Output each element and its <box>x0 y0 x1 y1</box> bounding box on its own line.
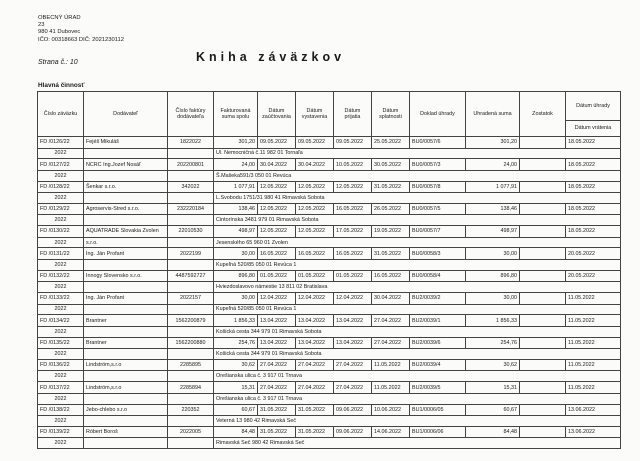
cell-amount: 15,31 <box>214 382 258 394</box>
org-header <box>38 15 124 44</box>
table-row-detail <box>38 170 621 181</box>
cell-date-received: 10.05.2022 <box>334 159 372 171</box>
cell-year: 2022 <box>38 148 84 159</box>
cell-date-paid: 20.05.2022 <box>566 270 621 282</box>
cell-paid: 254,76 <box>466 337 520 349</box>
cell-date-posted: 12.05.2022 <box>258 181 296 193</box>
cell-supplier-cont <box>84 282 168 293</box>
cell-date-posted: 09.05.2022 <box>258 137 296 149</box>
cell-payment-doc: BU2/0039/4 <box>410 359 466 371</box>
cell-id: FD /0128/22 <box>38 181 84 193</box>
cell-date-issued: 31.05.2022 <box>296 404 334 416</box>
cell-balance <box>520 159 566 171</box>
col-dodavatel: Dodávateľ <box>84 92 168 137</box>
cell-blank <box>168 148 214 159</box>
cell-payment-doc: BU1/0006/06 <box>410 426 466 438</box>
cell-supplier-cont <box>84 326 168 337</box>
cell-paid: 138,46 <box>466 203 520 215</box>
cell-date-posted: 31.05.2022 <box>258 426 296 438</box>
cell-amount: 24,00 <box>214 159 258 171</box>
cell-blank <box>168 193 214 204</box>
cell-date-paid: 11.05.2022 <box>566 315 621 327</box>
cell-invoice: 2285894 <box>168 382 214 394</box>
table-row <box>38 337 621 349</box>
cell-date-posted: 13.04.2022 <box>258 315 296 327</box>
cell-amount: 138,46 <box>214 203 258 215</box>
cell-date-issued: 16.05.2022 <box>296 248 334 260</box>
cell-balance <box>520 293 566 305</box>
cell-invoice: 22010530 <box>168 226 214 238</box>
cell-date-due: 27.04.2022 <box>372 337 410 349</box>
cell-supplier-cont <box>84 304 168 315</box>
cell-date-posted: 12.05.2022 <box>258 203 296 215</box>
cell-date-received: 09.05.2022 <box>334 137 372 149</box>
cell-balance <box>520 226 566 238</box>
cell-address: Hviezdoslavovo námestie 13 811 02 Bratislava <box>214 282 621 293</box>
cell-date-paid: 18.05.2022 <box>566 137 621 149</box>
cell-date-issued: 27.04.2022 <box>296 359 334 371</box>
cell-supplier: Šenkar s.r.o. <box>84 181 168 193</box>
cell-address: L.Svobodu 1751/31 980 41 Rimavská Sobota <box>214 193 621 204</box>
cell-id: FD /0126/22 <box>38 137 84 149</box>
col-doklad-uhrady: Doklad úhrady <box>410 92 466 137</box>
cell-amount: 896,80 <box>214 270 258 282</box>
cell-invoice: 2285895 <box>168 359 214 371</box>
table-row-detail <box>38 349 621 360</box>
cell-address: Kupeľná 520/85 050 01 Revúca 1 <box>214 259 621 270</box>
cell-id: FD /0130/22 <box>38 226 84 238</box>
cell-date-paid: 18.05.2022 <box>566 181 621 193</box>
col-datum-vratenia: Dátum vrátenia <box>566 121 621 137</box>
cell-date-issued: 12.04.2022 <box>296 293 334 305</box>
cell-date-issued: 13.04.2022 <box>296 337 334 349</box>
cell-paid: 24,00 <box>466 159 520 171</box>
cell-balance <box>520 270 566 282</box>
table-row <box>38 248 621 260</box>
cell-payment-doc: BU1/0006/05 <box>410 404 466 416</box>
cell-date-paid: 11.05.2022 <box>566 359 621 371</box>
cell-balance <box>520 315 566 327</box>
cell-date-due: 11.05.2022 <box>372 359 410 371</box>
table-row <box>38 181 621 193</box>
cell-date-due: 14.06.2022 <box>372 426 410 438</box>
cell-date-posted: 01.05.2022 <box>258 270 296 282</box>
cell-amount: 60,67 <box>214 404 258 416</box>
cell-invoice: 220352 <box>168 404 214 416</box>
cell-supplier: Brantner <box>84 315 168 327</box>
table-row-detail <box>38 393 621 404</box>
cell-supplier: NCRC Ing.Jozef Nosáľ <box>84 159 168 171</box>
cell-address: Ul. Nemocničná č.11 982 01 Tornaľa <box>214 148 621 159</box>
table-row-detail <box>38 215 621 226</box>
cell-id: FD /0129/22 <box>38 203 84 215</box>
cell-year: 2022 <box>38 304 84 315</box>
cell-date-issued: 27.04.2022 <box>296 382 334 394</box>
cell-invoice: 1562200880 <box>168 337 214 349</box>
cell-supplier-cont <box>84 438 168 449</box>
cell-address: Jesenského 65 960 01 Zvolen <box>214 237 621 248</box>
cell-supplier-cont <box>84 170 168 181</box>
cell-year: 2022 <box>38 215 84 226</box>
table-row-detail <box>38 148 621 159</box>
org-name: OBECNÝ ÚRAD <box>38 15 81 21</box>
cell-date-paid: 18.05.2022 <box>566 159 621 171</box>
cell-date-received: 12.05.2022 <box>334 181 372 193</box>
cell-address: Košická cesta 344 979 01 Rimavská Sobota <box>214 326 621 337</box>
cell-date-received: 12.04.2022 <box>334 293 372 305</box>
cell-id: FD /0133/22 <box>38 293 84 305</box>
cell-blank <box>168 304 214 315</box>
cell-blank <box>168 393 214 404</box>
cell-date-posted: 12.04.2022 <box>258 293 296 305</box>
cell-id: FD /0138/22 <box>38 404 84 416</box>
cell-amount: 301,20 <box>214 137 258 149</box>
cell-paid: 1 856,33 <box>466 315 520 327</box>
cell-date-posted: 31.05.2022 <box>258 404 296 416</box>
table-row <box>38 226 621 238</box>
cell-date-issued: 01.05.2022 <box>296 270 334 282</box>
cell-date-received: 27.04.2022 <box>334 382 372 394</box>
cell-payment-doc: BU0/0057/5 <box>410 203 466 215</box>
table-row <box>38 426 621 438</box>
cell-balance <box>520 248 566 260</box>
col-cislo-faktury: Číslo faktúry dodávateľa <box>168 92 214 137</box>
cell-supplier-cont <box>84 371 168 382</box>
cell-payment-doc: BU0/0058/4 <box>410 270 466 282</box>
cell-year: 2022 <box>38 393 84 404</box>
cell-blank <box>168 438 214 449</box>
cell-date-due: 30.04.2022 <box>372 293 410 305</box>
cell-id: FD /0139/22 <box>38 426 84 438</box>
cell-supplier-cont <box>84 416 168 427</box>
table-row <box>38 359 621 371</box>
cell-id: FD /0134/22 <box>38 315 84 327</box>
cell-year: 2022 <box>38 259 84 270</box>
cell-date-due: 19.05.2022 <box>372 226 410 238</box>
cell-address: Kupeľná 520/85 050 01 Revúca 1 <box>214 304 621 315</box>
cell-date-due: 30.05.2022 <box>372 159 410 171</box>
cell-year: 2022 <box>38 326 84 337</box>
cell-date-issued: 31.05.2022 <box>296 426 334 438</box>
cell-payment-doc: BU0/0057/7 <box>410 226 466 238</box>
col-datum-splatnosti: Dátum splatnosti <box>372 92 410 137</box>
cell-amount: 30,00 <box>214 293 258 305</box>
cell-invoice: 1822022 <box>168 137 214 149</box>
cell-date-paid: 11.05.2022 <box>566 293 621 305</box>
cell-invoice: 1562200879 <box>168 315 214 327</box>
cell-supplier: Jebo-chlebo s.r.o <box>84 404 168 416</box>
table-row-detail <box>38 282 621 293</box>
cell-supplier: Brantner <box>84 337 168 349</box>
org-city: 980 41 Dubovec <box>38 29 81 36</box>
cell-amount: 1 077,91 <box>214 181 258 193</box>
cell-balance <box>520 359 566 371</box>
cell-invoice: 342022 <box>168 181 214 193</box>
cell-balance <box>520 426 566 438</box>
cell-year: 2022 <box>38 170 84 181</box>
cell-payment-doc: BU0/0057/8 <box>410 181 466 193</box>
cell-date-due: 16.05.2022 <box>372 270 410 282</box>
cell-blank <box>168 259 214 270</box>
cell-id: FD /0131/22 <box>38 248 84 260</box>
cell-amount: 254,76 <box>214 337 258 349</box>
cell-date-issued: 12.05.2022 <box>296 181 334 193</box>
cell-supplier: AQUATRADE Slovakia Zvolen <box>84 226 168 238</box>
cell-paid: 30,00 <box>466 293 520 305</box>
cell-amount: 30,00 <box>214 248 258 260</box>
cell-supplier: Lindström,s.r.o <box>84 382 168 394</box>
cell-date-paid: 13.06.2022 <box>566 404 621 416</box>
cell-blank <box>168 371 214 382</box>
table-row <box>38 382 621 394</box>
table-row-detail <box>38 371 621 382</box>
col-datum-vystavenia: Dátum vystavenia <box>296 92 334 137</box>
cell-year: 2022 <box>38 371 84 382</box>
cell-supplier-cont <box>84 193 168 204</box>
cell-date-paid: 11.05.2022 <box>566 337 621 349</box>
cell-blank <box>168 237 214 248</box>
cell-date-paid: 20.05.2022 <box>566 248 621 260</box>
cell-address: Cintorínska 3481 979 01 Rimavská Sobota <box>214 215 621 226</box>
cell-blank <box>168 326 214 337</box>
cell-date-received: 01.05.2022 <box>334 270 372 282</box>
table-row <box>38 404 621 416</box>
cell-supplier-cont <box>84 259 168 270</box>
cell-date-issued: 30.04.2022 <box>296 159 334 171</box>
cell-address: Š.Mašeka591/3 050 01 Revúca <box>214 170 621 181</box>
cell-paid: 15,31 <box>466 382 520 394</box>
cell-address: Rimavská Seč 980 42 Rimavská Seč <box>214 438 621 449</box>
cell-blank <box>168 282 214 293</box>
cell-id: FD /0132/22 <box>38 270 84 282</box>
table-row-detail <box>38 259 621 270</box>
cell-date-issued: 12.05.2022 <box>296 203 334 215</box>
cell-supplier-cont <box>84 393 168 404</box>
cell-payment-doc: BU2/0039/5 <box>410 382 466 394</box>
cell-id: FD /0135/22 <box>38 337 84 349</box>
cell-paid: 30,00 <box>466 248 520 260</box>
liabilities-table <box>37 91 621 449</box>
cell-year: 2022 <box>38 349 84 360</box>
cell-date-due: 25.05.2022 <box>372 137 410 149</box>
cell-date-posted: 12.05.2022 <box>258 226 296 238</box>
page-title: Kniha záväzkov <box>196 50 346 64</box>
cell-year: 2022 <box>38 438 84 449</box>
cell-date-due: 31.05.2022 <box>372 181 410 193</box>
cell-date-paid: 13.06.2022 <box>566 426 621 438</box>
cell-year: 2022 <box>38 416 84 427</box>
cell-address: Veterná 13 980 42 Rimavská Seč <box>214 416 621 427</box>
page-number: Strana č.: 10 <box>38 59 78 66</box>
cell-payment-doc: BU2/0039/2 <box>410 293 466 305</box>
cell-id: FD /0136/22 <box>38 359 84 371</box>
col-datum-zauctovania: Dátum zaúčtovania <box>258 92 296 137</box>
cell-id: FD /0137/22 <box>38 382 84 394</box>
cell-date-posted: 16.05.2022 <box>258 248 296 260</box>
cell-payment-doc: BU0/0057/3 <box>410 159 466 171</box>
table-row <box>38 270 621 282</box>
table-row <box>38 203 621 215</box>
cell-date-due: 11.05.2022 <box>372 382 410 394</box>
cell-amount: 84,48 <box>214 426 258 438</box>
cell-payment-doc: BU2/0039/1 <box>410 315 466 327</box>
cell-date-received: 16.05.2022 <box>334 248 372 260</box>
cell-date-received: 09.06.2022 <box>334 426 372 438</box>
table-row-detail <box>38 416 621 427</box>
cell-date-received: 13.04.2022 <box>334 337 372 349</box>
cell-address: Košická cesta 344 979 01 Rimavská Sobota <box>214 349 621 360</box>
table-row <box>38 159 621 171</box>
cell-date-due: 10.06.2022 <box>372 404 410 416</box>
cell-supplier: Ing. Ján Profant <box>84 248 168 260</box>
cell-paid: 498,97 <box>466 226 520 238</box>
cell-address: Orešianska ulica č. 3 917 01 Trnava <box>214 371 621 382</box>
cell-date-issued: 13.04.2022 <box>296 315 334 327</box>
cell-date-paid: 18.05.2022 <box>566 203 621 215</box>
col-cislo: Číslo záväzku <box>38 92 84 137</box>
col-fakturovana-suma: Fakturovaná suma spolu <box>214 92 258 137</box>
col-uhradena-suma: Uhradená suma <box>466 92 520 137</box>
col-zostatok: Zostatok <box>520 92 566 137</box>
cell-invoice: 202200801 <box>168 159 214 171</box>
cell-paid: 30,62 <box>466 359 520 371</box>
cell-date-paid: 18.05.2022 <box>566 226 621 238</box>
org-street: 23 <box>38 22 45 29</box>
cell-year: 2022 <box>38 193 84 204</box>
cell-blank <box>168 170 214 181</box>
cell-date-issued: 12.05.2022 <box>296 226 334 238</box>
col-datum-prijatia: Dátum prijatia <box>334 92 372 137</box>
cell-payment-doc: BU2/0039/6 <box>410 337 466 349</box>
cell-date-received: 09.06.2022 <box>334 404 372 416</box>
cell-date-posted: 27.04.2022 <box>258 359 296 371</box>
section-heading: Hlavná činnosť <box>38 82 85 89</box>
cell-supplier: Fejéš Mikuláš <box>84 137 168 149</box>
cell-invoice: 2022005 <box>168 426 214 438</box>
cell-balance <box>520 181 566 193</box>
cell-invoice: 2022157 <box>168 293 214 305</box>
org-ids: IČO: 00318663 DIČ: 2021230112 <box>38 36 124 43</box>
cell-supplier: Innogy Slovensko s.r.o. <box>84 270 168 282</box>
cell-invoice: 4487592727 <box>168 270 214 282</box>
cell-invoice: 2022199 <box>168 248 214 260</box>
table-row-detail <box>38 193 621 204</box>
cell-amount: 30,62 <box>214 359 258 371</box>
cell-blank <box>168 349 214 360</box>
cell-date-posted: 13.04.2022 <box>258 337 296 349</box>
cell-date-received: 17.05.2022 <box>334 226 372 238</box>
cell-invoice: 232220184 <box>168 203 214 215</box>
cell-year: 2022 <box>38 237 84 248</box>
cell-payment-doc: BU0/0058/3 <box>410 248 466 260</box>
cell-date-due: 27.04.2022 <box>372 315 410 327</box>
cell-date-received: 13.04.2022 <box>334 315 372 327</box>
col-datum-uhrady: Dátum úhrady <box>566 92 621 121</box>
table-row <box>38 315 621 327</box>
cell-supplier: Róbert Boroš <box>84 426 168 438</box>
table-row <box>38 137 621 149</box>
cell-blank <box>168 416 214 427</box>
cell-paid: 60,67 <box>466 404 520 416</box>
cell-balance <box>520 137 566 149</box>
cell-blank <box>168 215 214 226</box>
cell-balance <box>520 203 566 215</box>
cell-balance <box>520 404 566 416</box>
cell-year: 2022 <box>38 282 84 293</box>
cell-supplier-cont: s.r.o. <box>84 237 168 248</box>
cell-payment-doc: BU0/0057/6 <box>410 137 466 149</box>
cell-date-paid: 11.05.2022 <box>566 382 621 394</box>
cell-balance <box>520 382 566 394</box>
cell-supplier-cont <box>84 215 168 226</box>
cell-date-received: 16.05.2022 <box>334 203 372 215</box>
cell-balance <box>520 337 566 349</box>
cell-date-due: 31.05.2022 <box>372 248 410 260</box>
cell-paid: 301,20 <box>466 137 520 149</box>
table-row-detail <box>38 304 621 315</box>
cell-supplier: Agroservis-Stred s.r.o. <box>84 203 168 215</box>
cell-paid: 896,80 <box>466 270 520 282</box>
table-row <box>38 293 621 305</box>
cell-amount: 1 856,33 <box>214 315 258 327</box>
table-row-detail <box>38 326 621 337</box>
cell-paid: 1 077,91 <box>466 181 520 193</box>
cell-date-posted: 27.04.2022 <box>258 382 296 394</box>
cell-supplier: Lindström,s.r.o <box>84 359 168 371</box>
table-row-detail <box>38 237 621 248</box>
table-row-detail <box>38 438 621 449</box>
cell-date-issued: 09.05.2022 <box>296 137 334 149</box>
cell-supplier: Ing. Ján Profant <box>84 293 168 305</box>
cell-date-posted: 30.04.2022 <box>258 159 296 171</box>
cell-id: FD /0127/22 <box>38 159 84 171</box>
cell-supplier-cont <box>84 148 168 159</box>
cell-date-due: 26.05.2022 <box>372 203 410 215</box>
cell-paid: 84,48 <box>466 426 520 438</box>
cell-amount: 498,97 <box>214 226 258 238</box>
cell-supplier-cont <box>84 349 168 360</box>
cell-date-received: 27.04.2022 <box>334 359 372 371</box>
cell-address: Orešianska ulica č. 3 917 01 Trnava <box>214 393 621 404</box>
